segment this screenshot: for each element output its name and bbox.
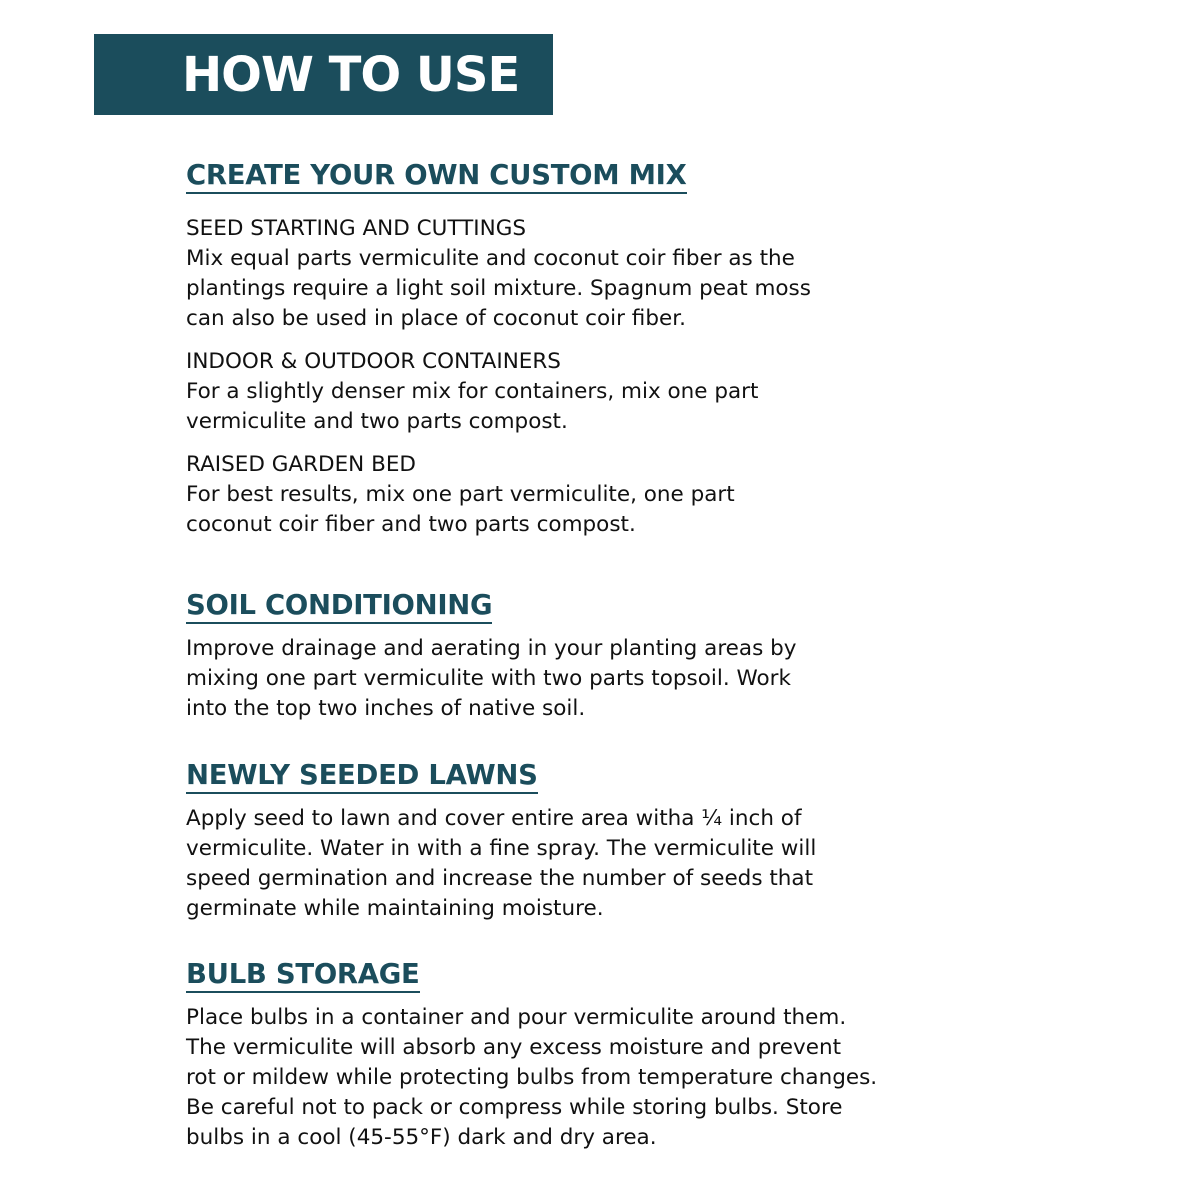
section-bulb-storage	[186, 957, 877, 1153]
section-custom-mix	[186, 158, 811, 540]
subsection-text	[186, 244, 811, 334]
section-soil-conditioning	[186, 588, 797, 724]
subsection-text	[186, 377, 811, 437]
text-line: Mix equal parts vermiculite and coconut coir fiber as the	[186, 246, 795, 271]
how-to-use-banner	[94, 34, 553, 115]
subsection-raised-bed	[186, 450, 811, 540]
text-line: rot or mildew while protecting bulbs from temperature changes.	[186, 1065, 878, 1090]
section-text	[186, 634, 797, 724]
section-text	[186, 1003, 877, 1153]
text-line: speed germination and increase the number of seeds that	[186, 866, 814, 891]
subsection-seed-starting	[186, 214, 811, 334]
text-line: Place bulbs in a container and pour vermiculite around them.	[186, 1005, 847, 1030]
text-line: can also be used in place of coconut coir fiber.	[186, 306, 686, 331]
text-line: vermiculite. Water in with a fine spray. The vermiculite will	[186, 836, 817, 861]
text-line: The vermiculite will absorb any excess moisture and prevent	[186, 1035, 842, 1060]
text-line: plantings require a light soil mixture. Spagnum peat moss	[186, 276, 811, 301]
subsection-containers	[186, 347, 811, 437]
section-seeded-lawns	[186, 758, 816, 924]
section-heading: CREATE YOUR OWN CUSTOM MIX	[186, 158, 687, 194]
text-line: vermiculite and two parts compost.	[186, 409, 568, 434]
text-line: For a slightly denser mix for containers, mix one part	[186, 379, 759, 404]
text-line: Improve drainage and aerating in your planting areas by	[186, 636, 797, 661]
text-line: Apply seed to lawn and cover entire area witha ¼ inch of	[186, 806, 802, 831]
subsection-title: SEED STARTING AND CUTTINGS	[186, 216, 527, 241]
text-line: coconut coir fiber and two parts compost.	[186, 512, 636, 537]
text-line: Be careful not to pack or compress while storing bulbs. Store	[186, 1095, 843, 1120]
text-line: bulbs in a cool (45-55°F) dark and dry area.	[186, 1125, 657, 1150]
section-text	[186, 804, 816, 924]
subsection-title: RAISED GARDEN BED	[186, 452, 416, 477]
section-heading: BULB STORAGE	[186, 957, 420, 993]
subsection-text	[186, 480, 811, 540]
section-heading: SOIL CONDITIONING	[186, 588, 492, 624]
text-line: into the top two inches of native soil.	[186, 696, 586, 721]
text-line: mixing one part vermiculite with two parts topsoil. Work	[186, 666, 791, 691]
text-line: For best results, mix one part vermiculite, one part	[186, 482, 735, 507]
text-line: germinate while maintaining moisture.	[186, 896, 604, 921]
subsection-title: INDOOR & OUTDOOR CONTAINERS	[186, 349, 561, 374]
banner-title: HOW TO USE	[182, 46, 520, 103]
section-heading: NEWLY SEEDED LAWNS	[186, 758, 538, 794]
